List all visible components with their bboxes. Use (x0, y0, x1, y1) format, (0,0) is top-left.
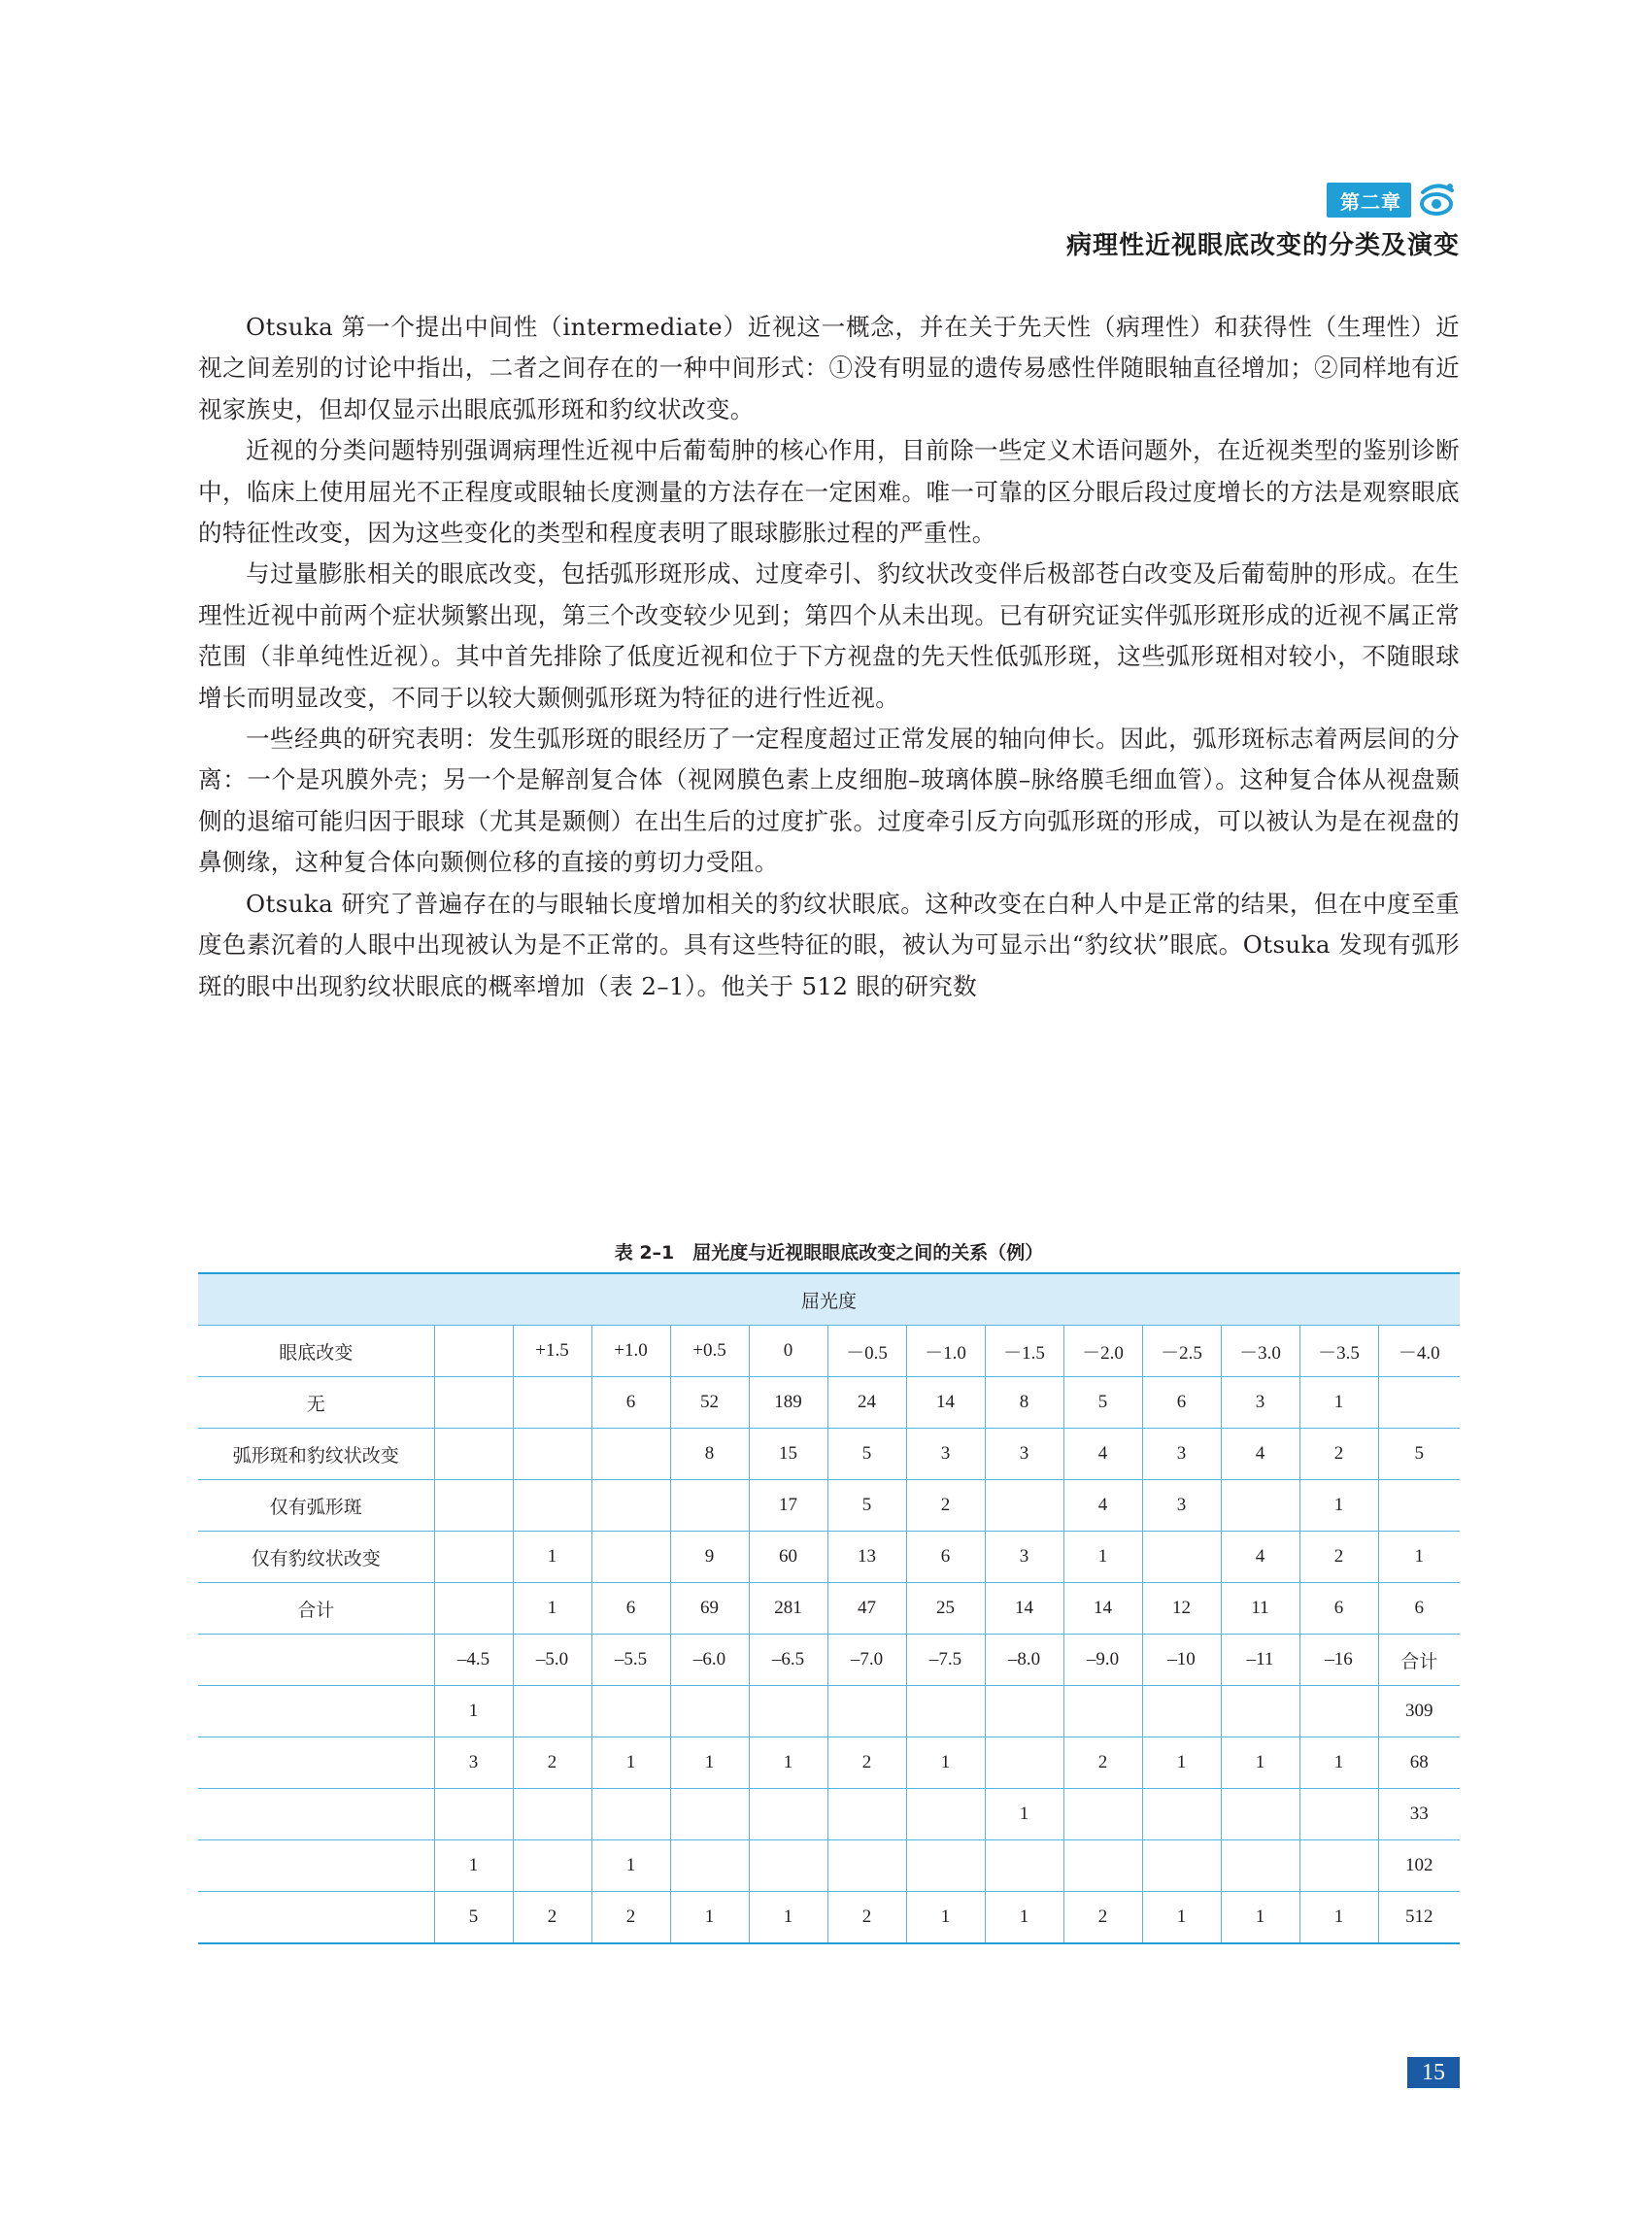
table-cell (513, 1429, 591, 1480)
table-cell: 4 (1063, 1480, 1142, 1532)
table-cell: +1.0 (591, 1326, 670, 1377)
table-cell: 6 (1299, 1583, 1378, 1635)
table-banner: 屈光度 (198, 1273, 1460, 1326)
table-cell (434, 1480, 513, 1532)
paragraph: 近视的分类问题特别强调病理性近视中后葡萄肿的核心作用，目前除一些定义术语问题外，在近视类型的鉴别诊断中，临床上使用屈光不正程度或眼轴长度测量的方法存在一定困难。唯一可靠的区分眼后段过度增长的方法是观察眼底的特征性改变，因为这些变化的类型和程度表明了眼球膨胀过程的严重性。 (198, 436, 1460, 548)
table-cell: 1 (749, 1892, 827, 1944)
body-text (198, 307, 1460, 1007)
table-cell: 1 (1299, 1377, 1378, 1429)
table-cell (513, 1840, 591, 1892)
table-cell: 1 (670, 1892, 749, 1944)
table-cell: 15 (749, 1429, 827, 1480)
table-cell: 1 (513, 1583, 591, 1635)
table-cell: －1.0 (906, 1326, 985, 1377)
table-cell (434, 1789, 513, 1840)
table-row (198, 1686, 1460, 1737)
table-cell: –10 (1142, 1635, 1221, 1686)
table-cell (513, 1480, 591, 1532)
table-row-label: 弧形斑和豹纹状改变 (198, 1429, 434, 1480)
table-cell (749, 1686, 827, 1737)
paragraph: Otsuka 第一个提出中间性（intermediate）近视这一概念，并在关于先天性（病理性）和获得性（生理性）近视之间差别的讨论中指出，二者之间存在的一种中间形式：①没有明显的遗传易感性伴随眼轴直径增加；②同样地有近视家族史，但却仅显示出眼底弧形斑和豹纹状改变。 (198, 313, 1460, 423)
table-cell: 8 (985, 1377, 1063, 1429)
table-cell: 1 (1063, 1532, 1142, 1583)
table-cell: 281 (749, 1583, 827, 1635)
table-cell (1221, 1789, 1299, 1840)
table-cell (670, 1789, 749, 1840)
table-cell: 3 (434, 1737, 513, 1789)
table-row-label (198, 1789, 434, 1840)
table-cell: –6.5 (749, 1635, 827, 1686)
table-cell: 5 (1378, 1429, 1460, 1480)
table-cell: －4.0 (1378, 1326, 1460, 1377)
table-row-label: 合计 (198, 1583, 434, 1635)
table-cell: 14 (1063, 1583, 1142, 1635)
table-cell: 2 (1063, 1737, 1142, 1789)
table-cell: 3 (1221, 1377, 1299, 1429)
table-cell: 14 (985, 1583, 1063, 1635)
table-cell (434, 1429, 513, 1480)
table-cell: 512 (1378, 1892, 1460, 1944)
table-cell: 2 (1063, 1892, 1142, 1944)
table-cell: 12 (1142, 1583, 1221, 1635)
table-cell (670, 1686, 749, 1737)
table-cell: －3.0 (1221, 1326, 1299, 1377)
table-cell (670, 1480, 749, 1532)
table-cell: 5 (827, 1429, 906, 1480)
table-cell: 4 (1221, 1429, 1299, 1480)
chapter-title: 病理性近视眼底改变的分类及演变 (1065, 231, 1460, 260)
table-cell (1142, 1789, 1221, 1840)
table-row (198, 1789, 1460, 1840)
table-row-label (198, 1737, 434, 1789)
table-cell: 3 (985, 1429, 1063, 1480)
table-cell (591, 1686, 670, 1737)
table-cell: 2 (513, 1737, 591, 1789)
table-cell: 9 (670, 1532, 749, 1583)
table-cell (906, 1686, 985, 1737)
table-cell (591, 1789, 670, 1840)
table-cell: 2 (1299, 1429, 1378, 1480)
table-cell (1063, 1840, 1142, 1892)
table-cell (827, 1686, 906, 1737)
table-cell (434, 1532, 513, 1583)
table-cell: 5 (434, 1892, 513, 1944)
table-cell (985, 1840, 1063, 1892)
table-cell: 1 (1142, 1892, 1221, 1944)
table-cell (591, 1429, 670, 1480)
table-cell: 69 (670, 1583, 749, 1635)
table-cell: –5.5 (591, 1635, 670, 1686)
table-cell (513, 1686, 591, 1737)
table-cell: 6 (1142, 1377, 1221, 1429)
table-cell: 25 (906, 1583, 985, 1635)
table-row (198, 1583, 1460, 1635)
table-cell (827, 1789, 906, 1840)
table-cell: 60 (749, 1532, 827, 1583)
table-cell: 1 (985, 1789, 1063, 1840)
table-row-label: 仅有弧形斑 (198, 1480, 434, 1532)
table-cell: –7.0 (827, 1635, 906, 1686)
table-cell: –6.0 (670, 1635, 749, 1686)
table-cell (1378, 1480, 1460, 1532)
table-cell: 1 (1221, 1892, 1299, 1944)
table-caption: 表 2–1 屈光度与近视眼眼底改变之间的关系（例） (614, 1242, 1044, 1264)
table-cell: 189 (749, 1377, 827, 1429)
table-cell: －1.5 (985, 1326, 1063, 1377)
table-cell (591, 1480, 670, 1532)
table-cell: 1 (670, 1737, 749, 1789)
table-cell: 1 (1378, 1532, 1460, 1583)
table-cell (513, 1377, 591, 1429)
table-cell: 1 (513, 1532, 591, 1583)
table-cell: 1 (434, 1840, 513, 1892)
table-row-label (198, 1635, 434, 1686)
table-cell (1299, 1686, 1378, 1737)
table-cell: 2 (1299, 1532, 1378, 1583)
chapter-badge: 第二章 (1327, 183, 1411, 218)
table-cell: –8.0 (985, 1635, 1063, 1686)
table-cell (1142, 1840, 1221, 1892)
table-cell (1063, 1789, 1142, 1840)
table-cell: –5.0 (513, 1635, 591, 1686)
table-cell (749, 1840, 827, 1892)
table-cell: 309 (1378, 1686, 1460, 1737)
table-cell: 52 (670, 1377, 749, 1429)
table-cell: 4 (1063, 1429, 1142, 1480)
table-cell (985, 1737, 1063, 1789)
table-row (198, 1377, 1460, 1429)
table-row (198, 1429, 1460, 1480)
table-cell: 6 (591, 1377, 670, 1429)
table-row-label (198, 1840, 434, 1892)
table-cell: –9.0 (1063, 1635, 1142, 1686)
table-cell: –16 (1299, 1635, 1378, 1686)
table-cell: 11 (1221, 1583, 1299, 1635)
table-cell: 6 (591, 1583, 670, 1635)
table-cell: +1.5 (513, 1326, 591, 1377)
table-cell: 1 (1142, 1737, 1221, 1789)
table-cell: 1 (985, 1892, 1063, 1944)
table-cell: 1 (591, 1737, 670, 1789)
table-row-label: 眼底改变 (198, 1326, 434, 1377)
table-cell: 2 (591, 1892, 670, 1944)
table-cell: 4 (1221, 1532, 1299, 1583)
table-row (198, 1737, 1460, 1789)
table-cell: 2 (513, 1892, 591, 1944)
table-cell: 1 (906, 1892, 985, 1944)
table-cell: 68 (1378, 1737, 1460, 1789)
table-cell: –7.5 (906, 1635, 985, 1686)
table-cell: 3 (906, 1429, 985, 1480)
table-row-label: 无 (198, 1377, 434, 1429)
table-cell (1142, 1532, 1221, 1583)
table-cell: 1 (749, 1737, 827, 1789)
table-cell (1221, 1480, 1299, 1532)
table-cell: 1 (906, 1737, 985, 1789)
table-cell: 14 (906, 1377, 985, 1429)
table-cell: –4.5 (434, 1635, 513, 1686)
table-row (198, 1892, 1460, 1944)
table-cell (434, 1326, 513, 1377)
table-cell: 6 (1378, 1583, 1460, 1635)
table-cell: 0 (749, 1326, 827, 1377)
table-row (198, 1635, 1460, 1686)
table-cell (1221, 1840, 1299, 1892)
paragraph: Otsuka 研究了普遍存在的与眼轴长度增加相关的豹纹状眼底。这种改变在白种人中是正常的结果，但在中度至重度色素沉着的人眼中出现被认为是不正常的。具有这些特征的眼，被认为可显示出“豹纹状”眼底。Otsuka 发现有弧形斑的眼中出现豹纹状眼底的概率增加（表 2–1）。他关于 512 眼的研究数 (198, 889, 1460, 1000)
table-row (198, 1480, 1460, 1532)
table-cell (749, 1789, 827, 1840)
table-cell: +0.5 (670, 1326, 749, 1377)
table-cell (906, 1789, 985, 1840)
table-cell: －2.0 (1063, 1326, 1142, 1377)
table-row (198, 1532, 1460, 1583)
table-cell: 47 (827, 1583, 906, 1635)
table-cell: 1 (1221, 1737, 1299, 1789)
table-cell (985, 1480, 1063, 1532)
table-cell: 1 (1299, 1737, 1378, 1789)
table-cell: －3.5 (1299, 1326, 1378, 1377)
running-header (1066, 181, 1460, 261)
page-number: 15 (1407, 2057, 1460, 2088)
table-cell: 6 (906, 1532, 985, 1583)
table-row-label (198, 1686, 434, 1737)
table-cell: 13 (827, 1532, 906, 1583)
refraction-table (198, 1272, 1460, 1944)
table-cell: 3 (1142, 1429, 1221, 1480)
table-cell (906, 1840, 985, 1892)
table-cell: 3 (985, 1532, 1063, 1583)
table-cell: 3 (1142, 1480, 1221, 1532)
table-cell: 1 (591, 1840, 670, 1892)
table-cell: －0.5 (827, 1326, 906, 1377)
table-cell: －2.5 (1142, 1326, 1221, 1377)
table-banner-row (198, 1273, 1460, 1326)
table-row (198, 1326, 1460, 1377)
table-cell (434, 1377, 513, 1429)
table-cell (1221, 1686, 1299, 1737)
table-cell (985, 1686, 1063, 1737)
table-cell: 5 (1063, 1377, 1142, 1429)
table-cell (1063, 1686, 1142, 1737)
table-row-label: 仅有豹纹状改变 (198, 1532, 434, 1583)
table-cell (1142, 1686, 1221, 1737)
eye-logo-icon (1415, 181, 1460, 219)
table-cell: 5 (827, 1480, 906, 1532)
table-cell: 合计 (1378, 1635, 1460, 1686)
paragraph: 与过量膨胀相关的眼底改变，包括弧形斑形成、过度牵引、豹纹状改变伴后极部苍白改变及后葡萄肿的形成。在生理性近视中前两个症状频繁出现，第三个改变较少见到；第四个从未出现。已有研究证实伴弧形斑形成的近视不属正常范围（非单纯性近视）。其中首先排除了低度近视和位于下方视盘的先天性低弧形斑，这些弧形斑相对较小，不随眼球增长而明显改变，不同于以较大颞侧弧形斑为特征的进行性近视。 (198, 559, 1460, 712)
table-cell (827, 1840, 906, 1892)
table-cell: –11 (1221, 1635, 1299, 1686)
table-row-label (198, 1892, 434, 1944)
table-cell (434, 1583, 513, 1635)
chapter-row (1066, 181, 1460, 219)
table-cell: 2 (827, 1737, 906, 1789)
table-row (198, 1840, 1460, 1892)
table-cell: 1 (1299, 1892, 1378, 1944)
table-cell: 33 (1378, 1789, 1460, 1840)
table-cell: 24 (827, 1377, 906, 1429)
table-cell: 102 (1378, 1840, 1460, 1892)
table-cell: 8 (670, 1429, 749, 1480)
table-cell (670, 1840, 749, 1892)
table-cell (1299, 1840, 1378, 1892)
table-cell: 1 (1299, 1480, 1378, 1532)
paragraph: 一些经典的研究表明：发生弧形斑的眼经历了一定程度超过正常发展的轴向伸长。因此，弧形斑标志着两层间的分离：一个是巩膜外壳；另一个是解剖复合体（视网膜色素上皮细胞–玻璃体膜–脉络膜毛细血管）。这种复合体从视盘颞侧的退缩可能归因于眼球（尤其是颞侧）在出生后的过度扩张。过度牵引反方向弧形斑的形成，可以被认为是在视盘的鼻侧缘，这种复合体向颞侧位移的直接的剪切力受阻。 (198, 725, 1460, 877)
table-cell: 17 (749, 1480, 827, 1532)
table-cell: 2 (827, 1892, 906, 1944)
table-cell (1299, 1789, 1378, 1840)
table-cell (1378, 1377, 1460, 1429)
table-cell: 1 (434, 1686, 513, 1737)
table-cell (591, 1532, 670, 1583)
table-cell: 2 (906, 1480, 985, 1532)
table-cell (513, 1789, 591, 1840)
